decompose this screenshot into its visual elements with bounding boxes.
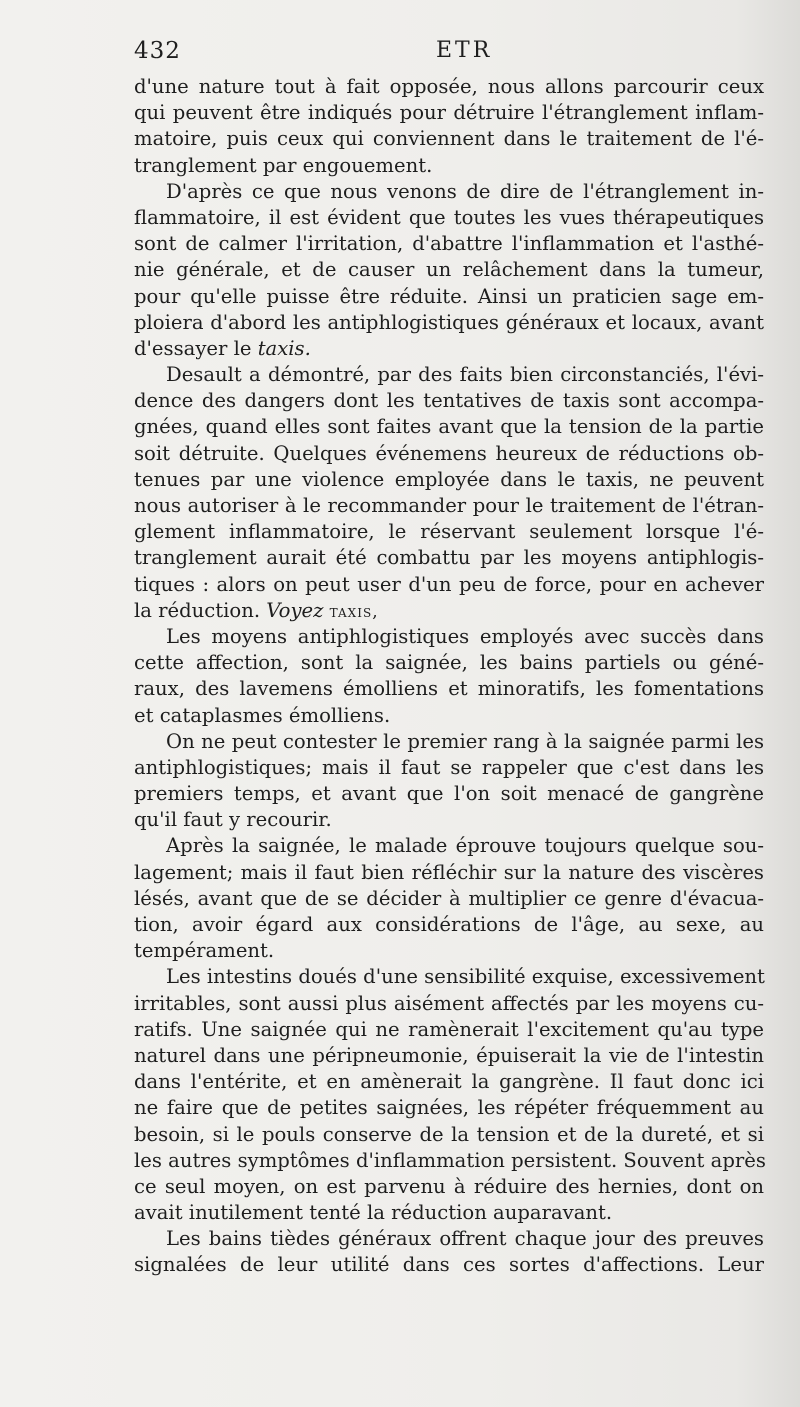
text-line: et cataplasmes émolliens. (134, 703, 391, 727)
text-line: gnées, quand elles sont faites avant que la tension de la partie (134, 415, 764, 439)
italic-term: Voyez (266, 598, 324, 622)
text-line: Après la saignée, le malade éprouve toujours quelque sou- (166, 834, 764, 858)
text-line: sont de calmer l'irritation, d'abattre l'inflammation et l'asthé- (134, 232, 764, 256)
text-line: dans l'entérite, et en amènerait la gangrène. Il faut donc ici (134, 1070, 764, 1094)
text-line: D'après ce que nous venons de dire de l'étranglement in- (166, 179, 764, 203)
running-head (134, 38, 764, 72)
text-line: premiers temps, et avant que l'on soit menacé de gangrène (134, 782, 764, 806)
text-line: lésés, avant que de se décider à multiplier ce genre d'évacua- (134, 886, 764, 910)
text-line: glement inflammatoire, le réservant seulement lorsque l'é- (134, 520, 764, 544)
text-run: la réduction. (134, 598, 261, 622)
text-line: cette affection, sont la saignée, les bains partiels ou géné- (134, 651, 764, 675)
text-line: flammatoire, il est évident que toutes les vues thérapeutiques (134, 205, 764, 229)
text-line: les autres symptômes d'inflammation persistent. Souvent après (134, 1148, 766, 1172)
text-line: dence des dangers dont les tentatives de taxis sont accompa- (134, 389, 764, 413)
text-line: Les moyens antiphlogistiques employés avec succès dans (166, 624, 764, 648)
text-line: besoin, si le pouls conserve de la tension et de la dureté, et si (134, 1122, 764, 1146)
text-line: tiques : alors on peut user d'un peu de force, pour en achever (134, 572, 764, 596)
text-line: Desault a démontré, par des faits bien circonstanciés, l'évi- (166, 363, 764, 387)
text-line: matoire, puis ceux qui conviennent dans le traitement de l'é- (134, 127, 764, 151)
text-line (134, 598, 764, 624)
text-line: d'une nature tout à fait opposée, nous allons parcourir ceux (134, 75, 764, 98)
text-line: nous autoriser à le recommander pour le traitement de l'étran- (134, 494, 764, 517)
text-line: On ne peut contester le premier rang à la saignée parmi les (166, 729, 764, 753)
running-title: ETR (436, 38, 493, 63)
text-line: ratifs. Une saignée qui ne ramènerait l'excitement qu'au type (134, 1017, 764, 1041)
text-line: Les intestins doués d'une sensibilité exquise, excessivement (166, 965, 765, 989)
text-line: tempérament. (134, 939, 275, 963)
page-number: 432 (134, 38, 181, 64)
text-line: avait inutilement tenté la réduction auparavant. (134, 1201, 613, 1225)
text-line: tion, avoir égard aux considérations de l'âge, au sexe, au (134, 913, 764, 936)
text-line: soit détruite. Quelques événemens heureux de réductions ob- (134, 441, 764, 465)
italic-term: taxis. (257, 336, 311, 360)
text-line: raux, des lavemens émolliens et minoratifs, les fomentations (134, 677, 764, 701)
text-line: tenues par une violence employée dans le taxis, ne peuvent (134, 467, 764, 491)
text-line: pour qu'elle puisse être réduite. Ainsi un praticien sage em- (134, 284, 764, 308)
text-line: nie générale, et de causer un relâchement dans la tumeur, (134, 258, 764, 282)
text-line: irritables, sont aussi plus aisément affectés par les moyens cu- (134, 991, 764, 1015)
text-line: ploiera d'abord les antiphlogistiques généraux et locaux, avant (134, 310, 764, 334)
text-line: tranglement aurait été combattu par les moyens antiphlogis- (134, 546, 764, 570)
text-line: tranglement par engouement. (134, 153, 433, 177)
text-line: Les bains tièdes généraux offrent chaque jour des preuves (166, 1227, 764, 1251)
body-text (134, 74, 764, 1279)
text-line: ce seul moyen, on est parvenu à réduire des hernies, dont on (134, 1174, 764, 1198)
text-line: antiphlogistiques; mais il faut se rappeler que c'est dans les (134, 755, 764, 779)
text-line: qui peuvent être indiqués pour détruire l'étranglement inflam- (134, 101, 764, 125)
text-line: qu'il faut y recourir. (134, 808, 332, 832)
text-run: d'essayer le (134, 336, 252, 360)
small-caps-term: taxis, (329, 601, 379, 622)
text-line: lagement; mais il faut bien réfléchir sur la nature des viscères (134, 860, 764, 884)
text-line: naturel dans une péripneumonie, épuiserait la vie de l'intestin (134, 1043, 764, 1067)
text-line: signalées de leur utilité dans ces sortes d'affections. Leur (134, 1253, 764, 1277)
text-line (134, 336, 764, 362)
text-line: ne faire que de petites saignées, les répéter fréquemment au (134, 1096, 764, 1120)
